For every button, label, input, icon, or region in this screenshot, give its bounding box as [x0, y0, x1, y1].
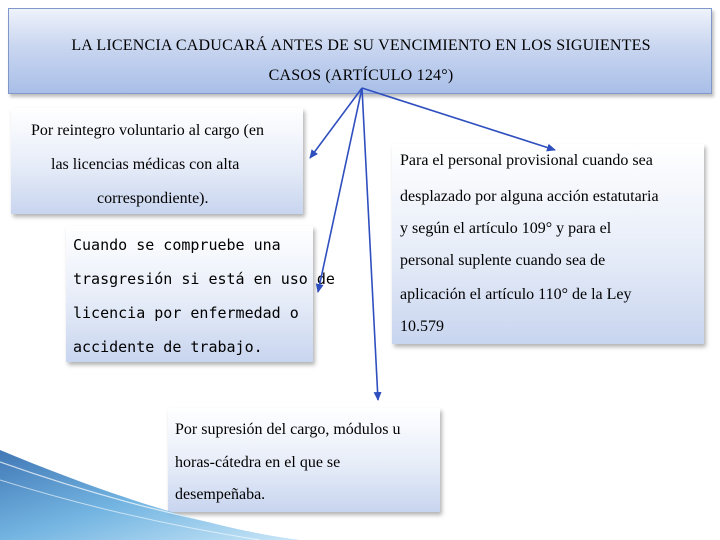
reintegro-line-1: Por reintegro voluntario al cargo (en	[31, 122, 264, 139]
provisional-line-6: 10.579	[400, 318, 444, 335]
title-line-2: CASOS (ARTÍCULO 124°)	[268, 67, 454, 84]
title-line-1: LA LICENCIA CADUCARÁ ANTES DE SU VENCIMIENTO EN LOS SIGUIENTES	[71, 37, 651, 54]
provisional-line-1: Para el personal provisional cuando sea	[400, 152, 653, 169]
supresion-line-2: horas-cátedra en el que se	[175, 454, 341, 471]
supresion-line-1: Por supresión del cargo, módulos u	[175, 421, 401, 438]
transgresion-line-4: accidente de trabajo.	[73, 338, 263, 356]
corner-decoration	[0, 450, 300, 540]
arrow-to-supresion	[362, 88, 378, 400]
transgresion-line-1: Cuando se compruebe una	[73, 236, 281, 254]
supresion-line-3: desempeñaba.	[175, 486, 266, 503]
reintegro-line-2: las licencias médicas con alta	[51, 156, 240, 173]
provisional-line-5: aplicación el artículo 110° de la Ley	[400, 286, 632, 303]
transgresion-line-2: trasgresión si está en uso de	[73, 270, 335, 288]
arrow-to-provisional	[362, 88, 555, 150]
provisional-line-3: y según el artículo 109° y para el	[400, 220, 612, 237]
provisional-line-4: personal suplente cuando sea de	[400, 252, 606, 269]
provisional-line-2: desplazado por alguna acción estatutaria	[400, 188, 659, 205]
reintegro-line-3: correspondiente).	[97, 190, 209, 207]
transgresion-line-3: licencia por enfermedad o	[73, 304, 299, 322]
